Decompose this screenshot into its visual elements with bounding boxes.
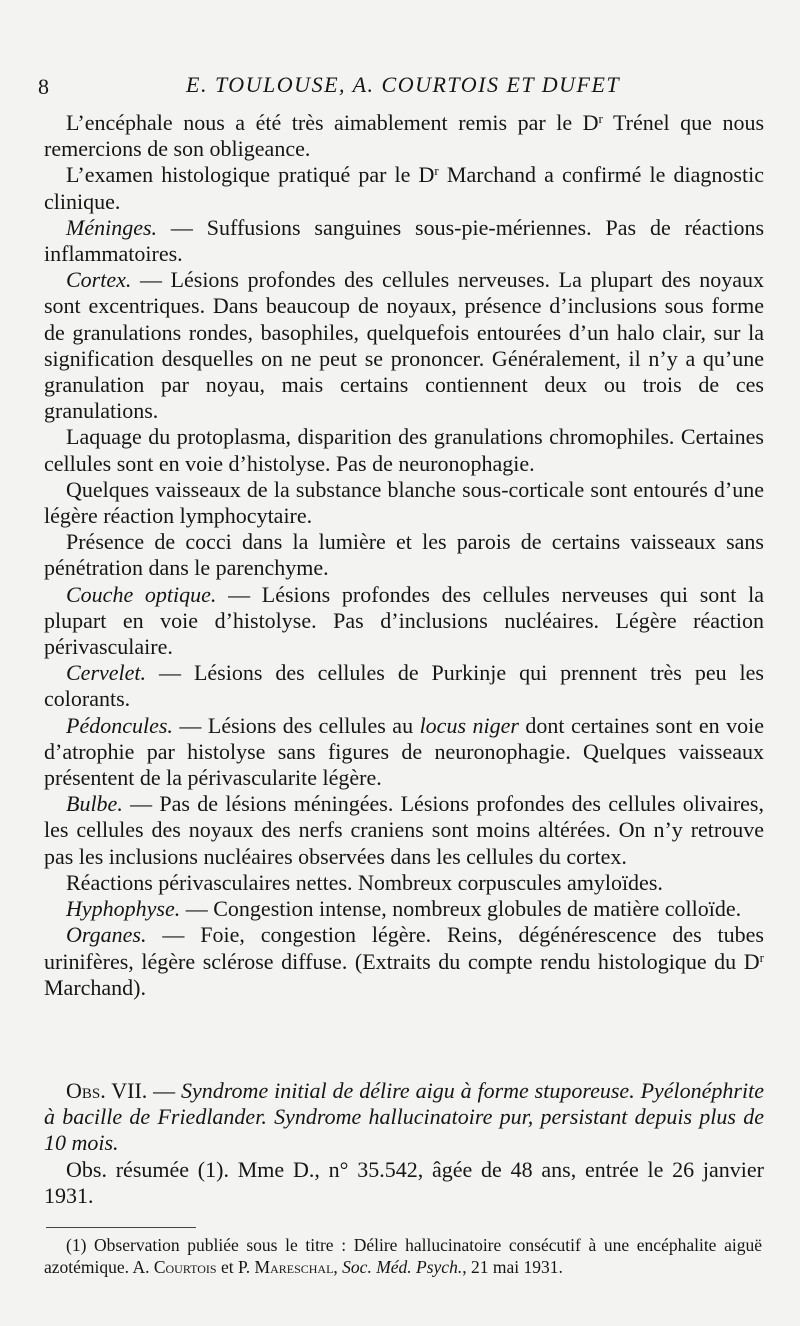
section-label: Bulbe.: [66, 791, 123, 817]
section-label: Cortex.: [66, 267, 132, 293]
section-label: Pédoncules.: [66, 712, 173, 738]
observation-title: Obs. VII. — Syndrome initial de délire aigu à forme stuporeuse. Pyélonéphrite à bacille de Friedlander. Syndrome hallucinatoire pur, persistant depuis plus de 10 mois.: [44, 1078, 764, 1156]
footnote-divider: [46, 1227, 196, 1228]
paragraph: Laquage du protoplasma, disparition des granulations chromophiles. Certaines cellules sont en voie d’histolyse. Pas de neuronophagie.: [44, 424, 764, 476]
paragraph: Présence de cocci dans la lumière et les parois de certains vaisseaux sans pénétration dans le parenchyme.: [44, 529, 764, 581]
paragraph: Réactions périvasculaires nettes. Nombreux corpuscules amyloïdes.: [66, 869, 663, 895]
body-text: [44, 110, 764, 1001]
paragraph: L’examen histologique pratiqué par le $D^r$ Marchand a confirmé le diagnostic clinique.: [44, 162, 764, 214]
observation-block: [44, 1078, 764, 1209]
section-label: Couche optique.: [66, 581, 217, 607]
observation-number: Obs. VII.: [66, 1078, 148, 1103]
section-organes: Organes. — Foie, congestion légère. Reins, dégénérescence des tubes urinifères, légère sclérose diffuse. (Extraits du compte rendu histologique du $D^r$ Marchand).: [44, 922, 764, 1000]
section-meninges: Méninges. — Suffusions sanguines sous-pie-mériennes. Pas de réactions inflammatoires.: [44, 214, 764, 267]
section-cervelet: Cervelet. — Lésions des cellules de Purkinje qui prennent très peu les colorants.: [44, 660, 764, 712]
section-hyphophyse: Hyphophyse. — Congestion intense, nombreux globules de matière colloïde.: [66, 896, 742, 922]
section-label: Cervelet.: [66, 660, 147, 686]
page-header: [38, 68, 760, 98]
section-pedoncules: Pédoncules. — Lésions des cellules au locus niger dont certaines sont en voie d’atrophie par histolyse sans figures de neuronophagie. Quelques vaisseaux présentent de la périvascularite légère.: [44, 712, 764, 791]
footnote: (1) Observation publiée sous le titre : Délire hallucinatoire consécutif à une encéphalite aiguë azotémique. A. Courtois et P. Mareschal, Soc. Méd. Psych., 21 mai 1931.: [44, 1235, 762, 1277]
section-label: Organes.: [66, 922, 147, 948]
section-couche-optique: Couche optique. — Lésions profondes des cellules nerveuses qui sont la plupart en voie d’histolyse. Pas d’inclusions nucléaires. Légère réaction périvasculaire.: [44, 581, 764, 660]
page-number: 8: [38, 74, 49, 99]
paragraph: Quelques vaisseaux de la substance blanche sous-corticale sont entourés d’une légère réaction lymphocytaire.: [44, 476, 764, 529]
section-label: Méninges.: [66, 214, 158, 240]
paragraph: L’encéphale nous a été très aimablement remis par le $D^r$ Trénel que nous remercions de son obligeance.: [44, 110, 765, 162]
section-bulbe: Bulbe. — Pas de lésions méningées. Lésions profondes des cellules olivaires, les cellules des noyaux des nerfs craniens sont moins altérées. On n’y retrouve pas les inclusions nucléaires observées dans les cellules du cortex.: [44, 791, 764, 869]
section-cortex: Cortex. — Lésions profondes des cellules nerveuses. La plupart des noyaux sont excentriques. Dans beaucoup de noyaux, présence d’inclusions sous forme de granulations rondes, basophiles, quelquefois entourées d’un halo clair, sur la signification desquelles on ne peut se prononcer. Généralement, il n’y a qu’une granulation par noyau, mais certains contiennent deux ou trois de ces granulations.: [44, 267, 764, 424]
observation-summary: Obs. résumée (1). Mme D., n° 35.542, âgée de 48 ans, entrée le 26 janvier 1931.: [44, 1156, 764, 1208]
section-label: Hyphophyse.: [66, 896, 181, 922]
running-title: E. TOULOUSE, A. COURTOIS ET DUFET: [186, 72, 621, 97]
